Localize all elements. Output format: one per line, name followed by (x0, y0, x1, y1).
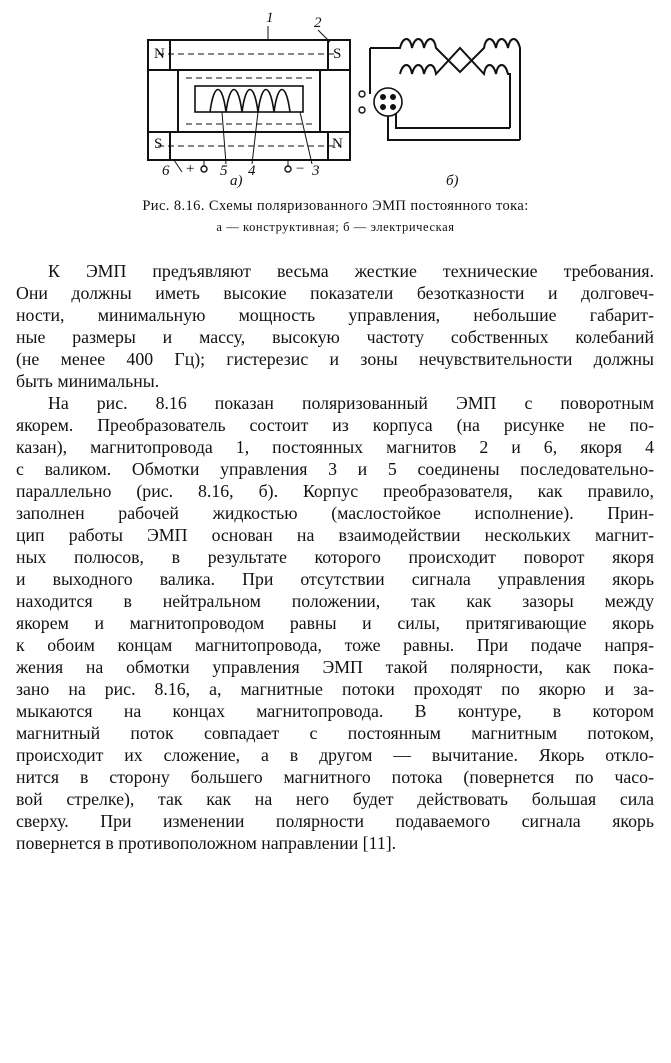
text-line: магнитный поток совпадает с постоянным магнитным потоком, (16, 723, 654, 743)
magnetic-circuit-diagram (148, 26, 350, 172)
text-line: параллельно (рис. 8.16, б). Корпус преобразователя, как правило, (16, 481, 654, 501)
minus-terminal: − (296, 161, 305, 177)
text-line: нится в сторону большего магнитного потока (повернется по часо- (16, 767, 654, 787)
panel-a-label: а) (230, 173, 243, 189)
text-line: якорем. Преобразователь состоит из корпуса (на рисунке не по- (16, 415, 654, 435)
text-line: ных полюсов, в результате которого происходит поворот якоря (16, 547, 654, 567)
pole-n-top: N (154, 46, 165, 62)
panel-b-label: б) (446, 173, 459, 189)
label-3: 3 (312, 163, 320, 179)
text-line: повернется в противоположном направлении [11]. (16, 833, 397, 853)
label-5: 5 (220, 163, 228, 179)
pole-s-bottom: S (154, 136, 163, 152)
label-1: 1 (266, 10, 274, 26)
text-line: с валиком. Обмотки управления 3 и 5 соединены последовательно- (16, 459, 654, 479)
figure-8-16 (140, 10, 530, 194)
text-line: Они должны иметь высокие показатели безотказности и долговеч- (16, 283, 654, 303)
label-4: 4 (248, 163, 256, 179)
label-6: 6 (162, 163, 170, 179)
text-line: зано на рис. 8.16, а, магнитные потоки проходят по якорю и за- (16, 679, 654, 699)
label-2: 2 (314, 15, 322, 31)
text-line: К ЭМП предъявляют весьма жесткие технические требования. (48, 261, 654, 281)
text-line: На рис. 8.16 показан поляризованный ЭМП с поворотным (48, 393, 654, 413)
text-line: к обоим концам магнитопровода, тоже равны. При подаче напря- (16, 635, 654, 655)
figure-caption: Рис. 8.16. Схемы поляризованного ЭМП постоянного тока: (142, 198, 529, 214)
text-line: (не менее 400 Гц); гистерезис и зоны нечувствительности должны (16, 349, 654, 369)
text-line: ности, минимальную мощность управления, небольшие габарит- (16, 305, 654, 325)
pole-n-bottom: N (332, 136, 343, 152)
text-line: находится в нейтральном положении, так как зазоры между (16, 591, 654, 611)
text-line: заполнен рабочей жидкостью (маслостойкое исполнение). Прин- (16, 503, 654, 523)
figure-caption-legend: а — конструктивная; б — электрическая (216, 220, 455, 234)
pole-s-top: S (333, 46, 342, 62)
electrical-scheme-diagram (359, 39, 520, 140)
text-line: сверху. При изменении полярности подаваемого сигнала якорь (16, 811, 654, 831)
text-line: цип работы ЭМП основан на взаимодействии нескольких магнит- (16, 525, 654, 545)
text-line: мыкаются на концах магнитопровода. В контуре, в котором (16, 701, 654, 721)
text-line: жения на обмотки управления ЭМП такой полярности, как пока- (16, 657, 654, 677)
text-line: и выходного валика. При отсутствии сигнала управления якорь (16, 569, 654, 589)
text-line: происходит их сложение, а в другом — вычитание. Якорь откло- (16, 745, 654, 765)
text-line: быть минимальны. (16, 371, 160, 391)
body-text (16, 260, 654, 854)
text-line: ные размеры и массу, высокую частоту собственных колебаний (16, 327, 654, 347)
text-line: вой стрелке), так как на него будет действовать большая сила (16, 789, 654, 809)
figure-drawing (140, 14, 530, 194)
text-line: якорем и магнитопроводом равны и силы, притягивающие якорь (16, 613, 654, 633)
plus-terminal: + (186, 161, 195, 177)
text-line: казан), магнитопровода 1, постоянных магнитов 2 и 6, якоря 4 (16, 437, 654, 457)
